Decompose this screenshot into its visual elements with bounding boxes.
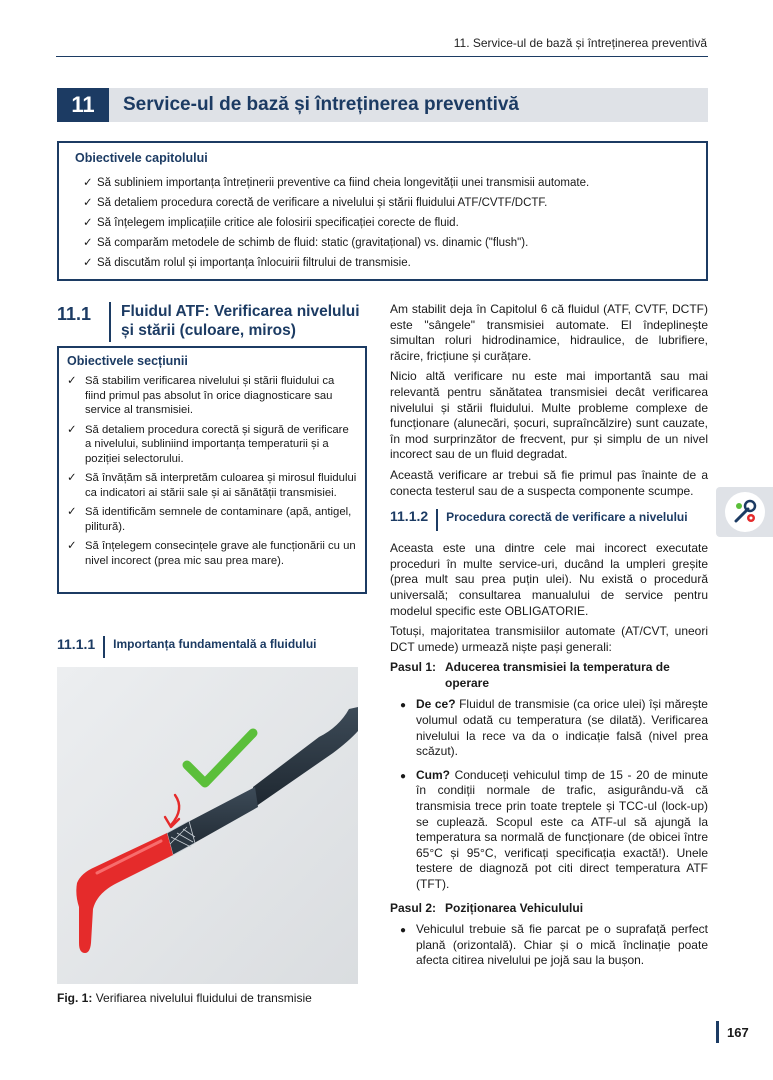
step-title: Poziționarea Vehiculului [445, 900, 584, 915]
checkmark-icon: ✓ [67, 375, 77, 387]
page-number-block [716, 1021, 749, 1043]
subsection-title: Procedura corectă de verificare a nivelului [446, 510, 688, 525]
checkmark-icon: ✓ [83, 257, 93, 269]
subsection-heading [390, 509, 708, 531]
section-objectives-box [57, 346, 367, 594]
header-rule [56, 56, 708, 57]
bullet-icon: ● [400, 925, 407, 937]
chapter-title: Service-ul de bază și întreținerea preventivă [109, 88, 708, 122]
step-label: Pasul 1: [390, 660, 437, 675]
list-item: ✓ Să discutăm rolul și importanța înlocuirii filtrului de transmisie. [75, 253, 690, 273]
list-item: ✓ Să stabilim verificarea nivelului și stării fluidului ca fiind primul pas absolut în orice diagnosticare sau service al transmisiei. [67, 375, 335, 416]
figure-label: Fig. 1: [57, 991, 93, 1005]
bullet-icon: ● [400, 700, 407, 712]
paragraph: Aceasta este una dintre cele mai incorect executate proceduri în multe service-uri, ducând la umpleri greșite (prea mult sau prea puțin ulei). Nu există o procedură universală; consultarea manualului de service pentru modelul specific este OBLIGATORIE. [390, 541, 708, 618]
list-item: ✓ Să detaliem procedura corectă de verificare a nivelului și stării fluidului ATF/CVTF/DCTF. [75, 193, 690, 213]
chapter-objectives-title: Obiectivele capitolului [75, 151, 208, 165]
list-item: ✓ Să înțelegem implicațiile critice ale folosirii specificației corecte de fluid. [75, 213, 690, 233]
section-objectives-title: Obiectivele secțiunii [67, 354, 188, 368]
section-objectives-list [67, 374, 357, 568]
checkmark-icon: ✓ [67, 540, 77, 552]
paragraph: Nicio altă verificare nu este mai importantă sau mai relevantă pentru sănătatea transmisiei decât verificarea nivelului și stării fluidului. Multe probleme complexe de funcționare (alunecări, șocuri, supraîncălzire) sunt cauzate, în mod surprinzător de frecvent, pur și simplu de un nivel incorect sau de un fluid degradat. [390, 369, 708, 462]
subsection-title: Importanța fundamentală a fluidului [113, 637, 317, 651]
subsection-divider [103, 636, 105, 658]
list-item: ✓ Să învățăm să interpretăm culoarea și mirosul fluidului ca indicatori ai stării sale și ai sănătății transmisiei. [67, 472, 357, 499]
running-header: 11. Service-ul de bază și întreținerea preventivă [453, 36, 707, 50]
right-column [390, 302, 708, 977]
step-title: Aducerea transmisiei la temperatura de operare [445, 660, 670, 690]
subsection-number: 11.1.1 [57, 636, 96, 652]
checkmark-icon: ✓ [67, 506, 77, 518]
checkmark-icon: ✓ [67, 472, 77, 484]
figure-dipstick [57, 667, 358, 984]
checkmark-icon: ✓ [83, 177, 93, 189]
dipstick-illustration [57, 667, 358, 984]
chapter-side-tab [716, 487, 773, 537]
list-item: ✓ Să subliniem importanța întreținerii preventive ca fiind cheia longevității unei transmisii automate. [75, 173, 690, 193]
chapter-objectives-box [57, 141, 708, 281]
subsection-heading [57, 636, 317, 658]
subsection-divider [436, 509, 438, 531]
page-number: 167 [727, 1024, 749, 1040]
list-item: ✓ Să identificăm semnele de contaminare (apă, antigel, pilitură). [67, 506, 352, 533]
step-bullets [390, 697, 708, 892]
paragraph: Totuși, majoritatea transmisiilor automate (AT/CVT, uneori DCT umede) urmează niște pași generali: [390, 624, 708, 654]
figure-caption [57, 991, 312, 1005]
list-item: ✓ Să înțelegem consecințele grave ale funcționării cu un nivel incorect (prea mic sau prea mare). [67, 540, 356, 567]
checkmark-icon: ✓ [67, 423, 77, 436]
section-title: Fluidul ATF: Verificarea nivelului și stării (culoare, miros) [121, 303, 360, 339]
paragraph: Am stabilit deja în Capitolul 6 că fluidul (ATF, CVTF, DCTF) este "sângele" transmisiei automate. El îndeplinește simultan roluri hidrodinamice, hidraulice, de lubrifiere, răcire, fricțiune și curățare. [390, 302, 708, 363]
paragraph: Această verificare ar trebui să fie primul pas înainte de a conecta testerul sau de a suspecta componente scumpe. [390, 467, 708, 498]
section-divider [109, 302, 111, 342]
list-item: ● Cum? Conduceți vehiculul timp de 15 - 20 de minute în condiții normale de trafic, asigurându-vă că transmisia trece prin toate treptele și TCC-ul (lock-up) se cuplează. Scopul este ca ATF-ul să ajungă la temperatura sa normală de funcționare (de obicei între 65°C și 95°C, verificați specificația exactă!). Unele testere de diagnoză pot citi direct temperatura ATF (TFT). [400, 767, 708, 891]
wrench-gears-icon [725, 492, 765, 532]
list-item: ● De ce? Fluidul de transmisie (ca orice ulei) își mărește volumul odată cu temperatura (se dilată). Verificarea nivelului la rece va da o indicație falsă (nivel prea scăzut). [400, 697, 708, 759]
list-item: ✓ Să comparăm metodele de schimb de fluid: static (gravitațional) vs. dinamic ("flush"). [75, 233, 690, 253]
checkmark-icon: ✓ [83, 217, 93, 229]
chapter-title-bar [57, 88, 708, 122]
chapter-number: 11 [57, 88, 109, 122]
list-item: ● Vehiculul trebuie să fie parcat pe o suprafață perfect plană (orizontală). Chiar și o mică înclinație poate afecta citirea nivelului pe jojă sau la bușon. [400, 922, 708, 968]
step-heading [390, 660, 708, 691]
step-bullets [390, 922, 708, 969]
chapter-objectives-list [75, 173, 690, 273]
checkmark-icon: ✓ [83, 237, 93, 249]
checkmark-icon: ✓ [83, 197, 93, 209]
bullet-icon: ● [400, 770, 407, 782]
page-number-bar [716, 1021, 719, 1043]
list-item: ✓ Să detaliem procedura corectă și sigură de verificare a nivelului, subliniind importanța temperaturii și a poziției selectorului. [67, 423, 349, 465]
step-label: Pasul 2: [390, 900, 437, 915]
section-heading [57, 302, 362, 342]
section-number: 11.1 [57, 304, 92, 324]
subsection-number: 11.1.2 [390, 508, 429, 525]
step-heading [390, 901, 708, 917]
figure-caption-text: Verifiarea nivelului fluidului de transmisie [95, 991, 312, 1005]
